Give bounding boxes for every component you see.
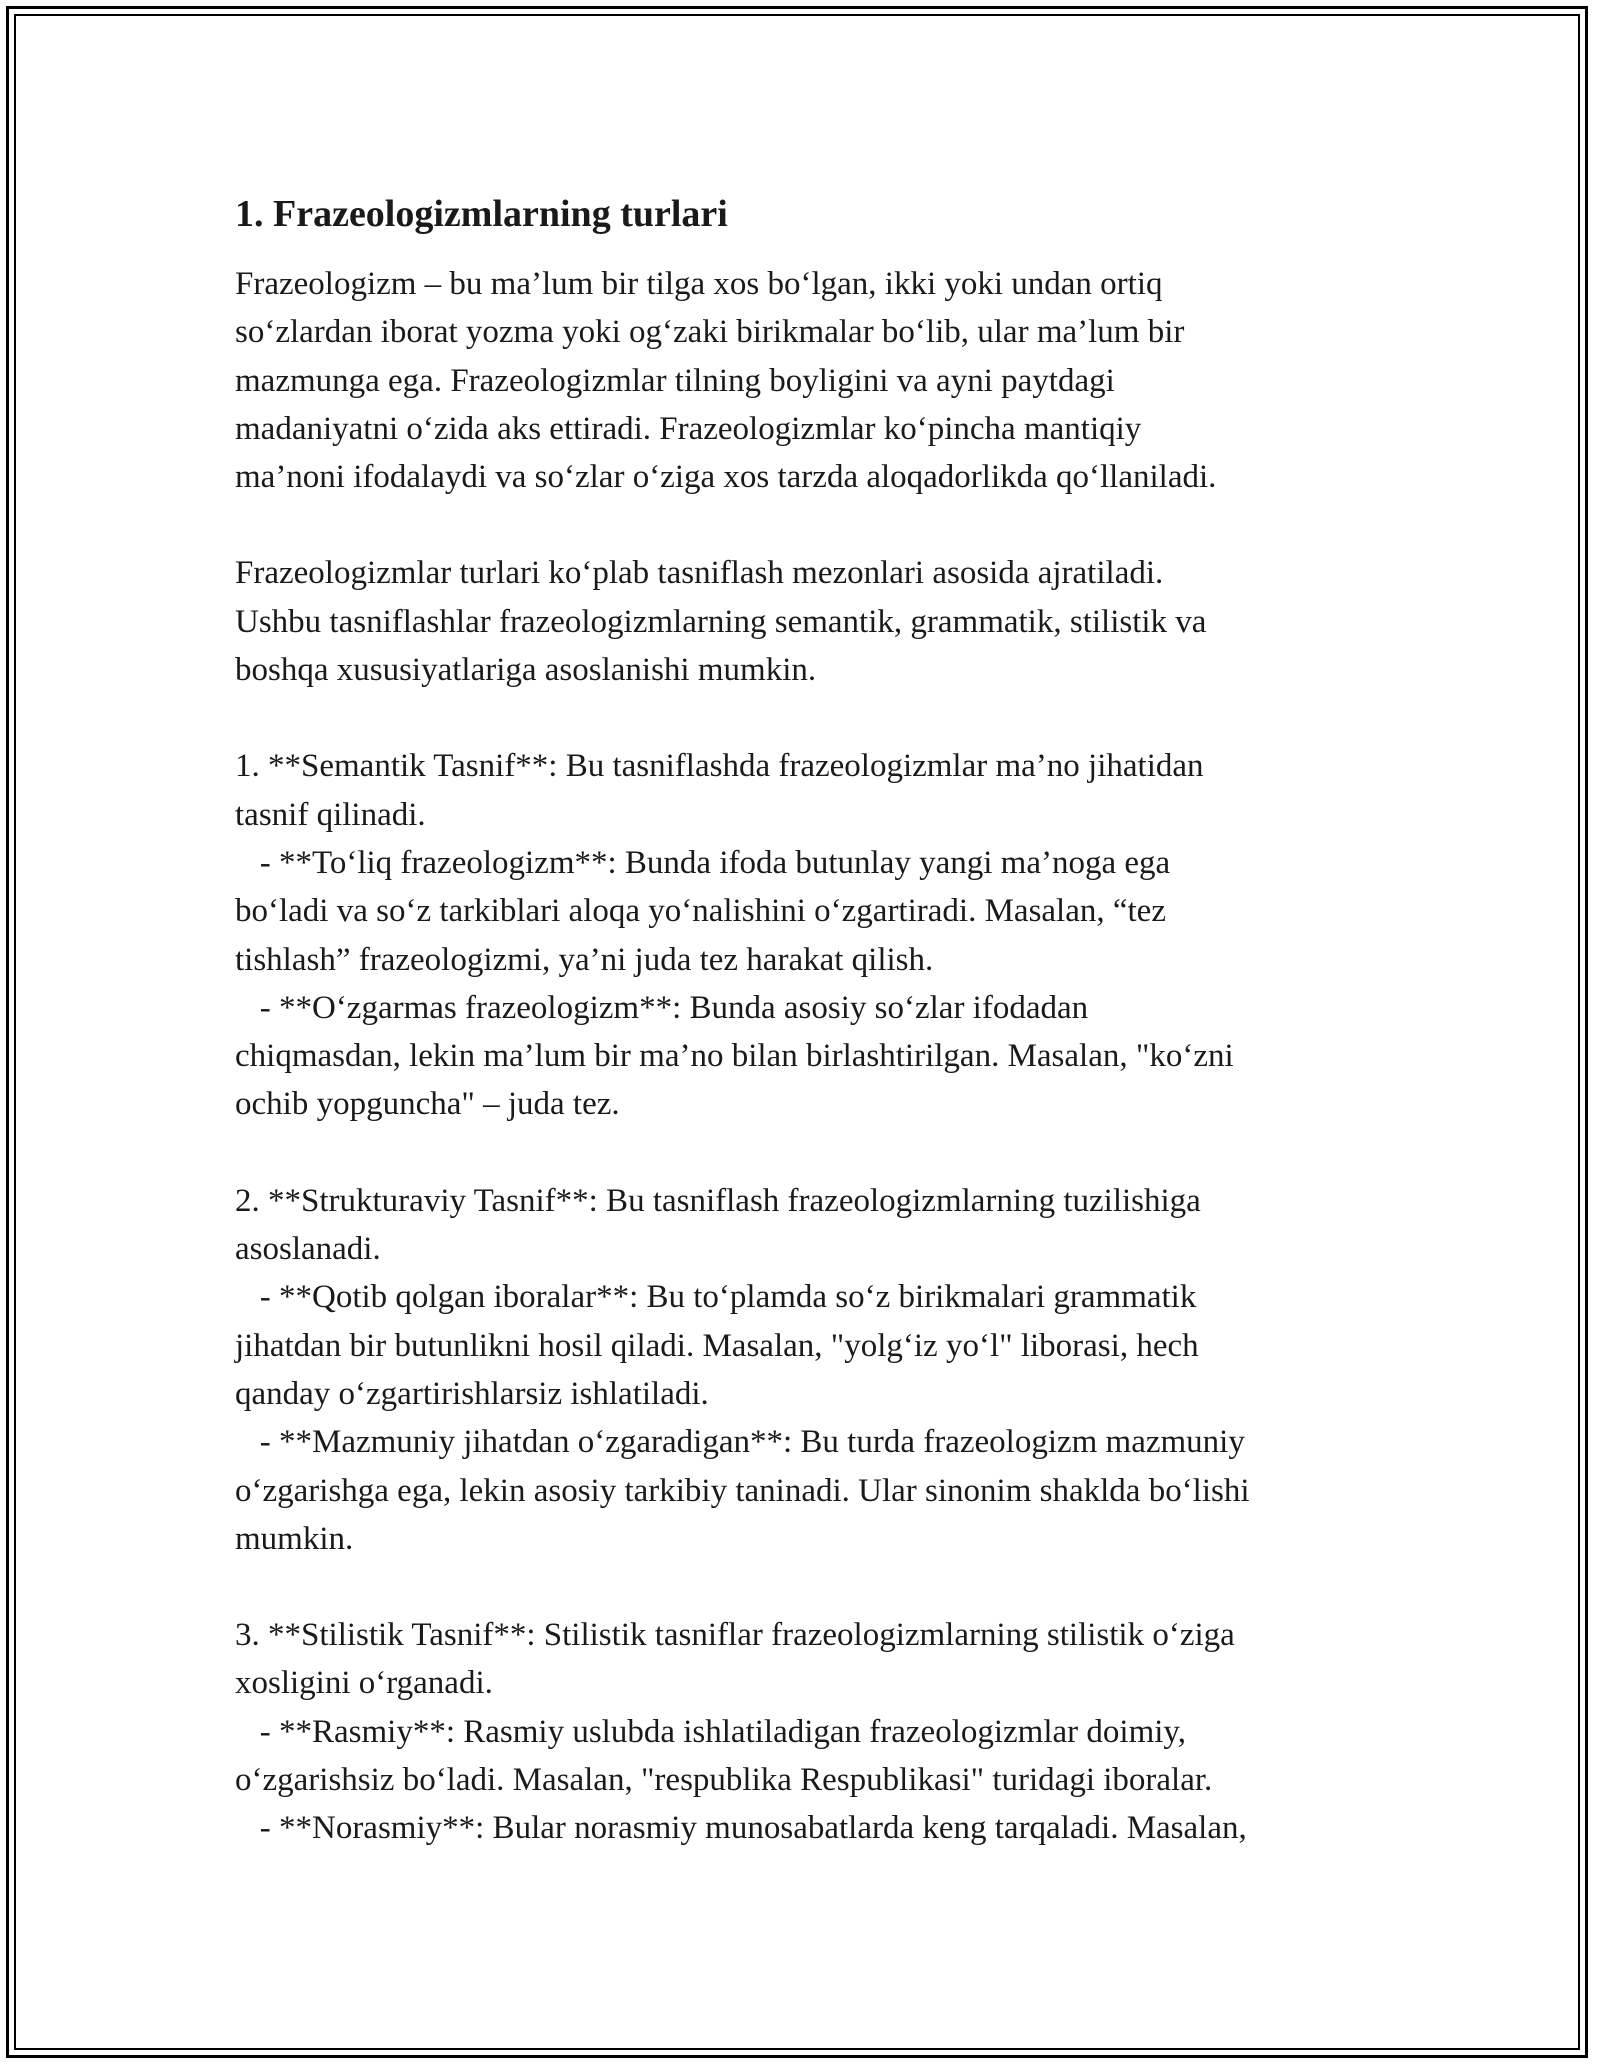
document-body (235, 186, 1385, 1901)
classification-overview-paragraph: Frazeologizmlar turlari ko‘plab tasniflash mezonlari asosida ajratiladi. Ushbu tasniflashlar frazeologizmlarning semantik, grammatik, stilistik va boshqa xususiyatlariga asoslanishi mumkin. (235, 555, 1207, 689)
semantic-classification-section: 1. **Semantik Tasnif**: Bu tasniflashda frazeologizmlar ma’no jihatidan tasnif qilinadi. - **To‘liq frazeologizm**: Bunda ifoda butunlay yangi ma’noga ega bo‘ladi va so‘z tarkiblari aloqa yo‘nalishini o‘zgartiradi. Masalan, “tez tishlash” frazeologizmi, ya’ni juda tez harakat qilish. - **O‘zgarmas frazeologizm**: Bunda asosiy so‘zlar ifodadan chiqmasdan, lekin ma’lum bir ma’no bilan birlashtirilgan. Masalan, "ko‘zni ochib yopguncha" – juda tez. (235, 748, 1234, 1123)
intro-paragraph: Frazeologizm – bu ma’lum bir tilga xos bo‘lgan, ikki yoki undan ortiq so‘zlardan iborat yozma yoki og‘zaki birikmalar bo‘lib, ular ma’lum bir mazmunga ega. Frazeologizmlar tilning boyligini va ayni paytdagi madaniyatni o‘zida aks ettiradi. Frazeologizmlar ko‘pincha mantiqiy ma’noni ifodalaydi va so‘zlar o‘ziga xos tarzda aloqadorlikda qo‘llaniladi. (235, 266, 1217, 496)
document-title: 1. Frazeologizmlarning turlari (235, 193, 728, 235)
stylistic-classification-section: 3. **Stilistik Tasnif**: Stilistik tasniflar frazeologizmlarning stilistik o‘ziga xosligini o‘rganadi. - **Rasmiy**: Rasmiy uslubda ishlatiladigan frazeologizmlar doimiy, o‘zgarishsiz bo‘ladi. Masalan, "respublika Respublikasi" turidagi iboralar. - **Norasmiy**: Bular norasmiy munosabatlarda keng tarqaladi. Masalan, (235, 1617, 1247, 1847)
structural-classification-section: 2. **Strukturaviy Tasnif**: Bu tasniflash frazeologizmlarning tuzilishiga asoslanadi. - **Qotib qolgan iboralar**: Bu to‘plamda so‘z birikmalari grammatik jihatdan bir butunlikni hosil qiladi. Masalan, "yolg‘iz yo‘l" liborasi, hech qanday o‘zgartirishlarsiz ishlatiladi. - **Mazmuniy jihatdan o‘zgaradigan**: Bu turda frazeologizm mazmuniy o‘zgarishga ega, lekin asosiy tarkibiy taninadi. Ular sinonim shakldа bo‘lishi mumkin. (235, 1182, 1250, 1557)
